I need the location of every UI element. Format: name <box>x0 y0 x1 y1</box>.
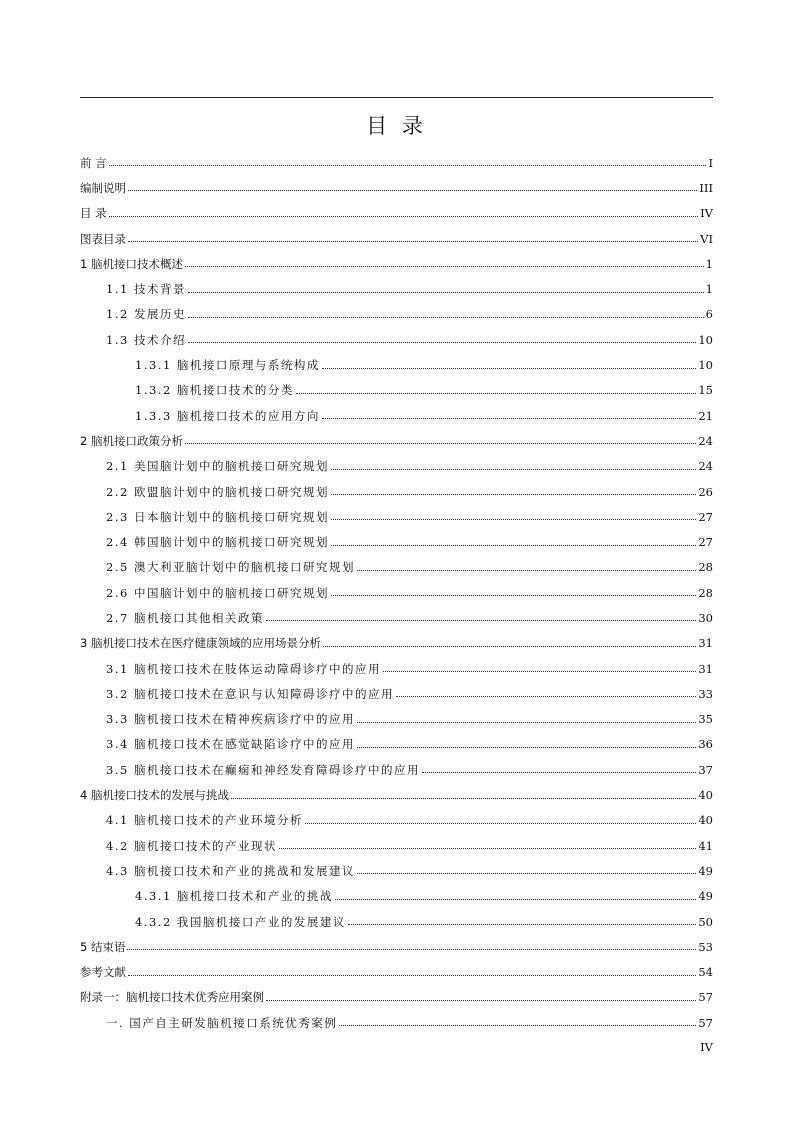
dot-leader <box>109 216 698 217</box>
toc-entry-page: 53 <box>698 939 713 954</box>
toc-entry[interactable] <box>80 1010 713 1035</box>
toc-entry[interactable] <box>80 732 713 757</box>
dot-leader <box>185 266 704 267</box>
toc-entry[interactable] <box>80 782 713 807</box>
toc-entry-page: 27 <box>698 509 713 524</box>
dot-leader <box>335 899 696 900</box>
dot-leader <box>331 519 696 520</box>
toc-entry-page: 21 <box>698 408 713 423</box>
dot-leader <box>322 418 696 419</box>
toc-entry-label: 2.7 脑机接口其他相关政策 <box>106 610 264 625</box>
toc-entry-page: 49 <box>698 863 713 878</box>
toc-entry[interactable] <box>80 327 713 352</box>
dot-leader <box>357 747 696 748</box>
toc-entry-label: 3.5 脑机接口技术在癫痫和神经发育障碍诊疗中的应用 <box>106 762 420 777</box>
toc-entry[interactable] <box>80 656 713 681</box>
toc-entry-page: 37 <box>698 762 713 777</box>
toc-entry-page: 31 <box>698 636 713 651</box>
toc-entry-page: 1 <box>705 282 713 297</box>
toc-entry-page: 35 <box>698 712 713 727</box>
toc-entry[interactable] <box>80 251 713 276</box>
toc-entry-page: III <box>699 180 713 195</box>
toc-entry-label: 图表目录 <box>80 231 126 246</box>
toc-entry[interactable] <box>80 403 713 428</box>
toc-entry[interactable] <box>80 707 713 732</box>
toc-entry-label: 4 脑机接口技术的发展与挑战 <box>80 788 229 803</box>
dot-leader <box>322 368 696 369</box>
dot-leader <box>188 317 704 318</box>
toc-entry-label: 3.4 脑机接口技术在感觉缺陷诊疗中的应用 <box>106 737 355 752</box>
toc-entry-label: 前 言 <box>80 155 107 170</box>
toc-entry-page: VI <box>700 231 713 246</box>
toc-entry-label: 3.3 脑机接口技术在精神疾病诊疗中的应用 <box>106 712 355 727</box>
dot-leader <box>231 798 696 799</box>
toc-entry[interactable] <box>80 960 713 985</box>
toc-entry-label: 编制说明 <box>80 180 126 195</box>
toc-entry-label: 2.3 日本脑计划中的脑机接口研究规划 <box>106 509 329 524</box>
toc-entry[interactable] <box>80 175 713 200</box>
toc-entry-label: 4.1 脑机接口技术的产业环境分析 <box>106 813 303 828</box>
toc-entry[interactable] <box>80 302 713 327</box>
toc-entry-label: 1.3 技术介绍 <box>106 332 186 347</box>
dot-leader <box>266 1000 696 1001</box>
toc-entry-label: 2 脑机接口政策分析 <box>80 433 183 448</box>
toc-entry-page: 57 <box>698 1015 713 1030</box>
dot-leader <box>331 595 696 596</box>
toc-entry[interactable] <box>80 378 713 403</box>
toc-entry-page: 31 <box>698 661 713 676</box>
toc-entry-page: 41 <box>698 838 713 853</box>
toc-entry-label: 2.6 中国脑计划中的脑机接口研究规划 <box>106 585 329 600</box>
dot-leader <box>296 393 696 394</box>
toc-entry-label: 1 脑机接口技术概述 <box>80 256 183 271</box>
dot-leader <box>331 469 696 470</box>
toc-entry-label: 一. 国产自主研发脑机接口系统优秀案例 <box>106 1015 338 1030</box>
toc-entry-label: 4.3 脑机接口技术和产业的挑战和发展建议 <box>106 863 355 878</box>
dot-leader <box>357 873 696 874</box>
toc-entry-page: I <box>708 155 713 170</box>
toc-entry-page: 57 <box>698 990 713 1005</box>
dot-leader <box>127 949 696 950</box>
toc-entry[interactable] <box>80 555 713 580</box>
dot-leader <box>305 823 696 824</box>
dot-leader <box>339 1025 696 1026</box>
toc-entry-label: 4.3.1 脑机接口技术和产业的挑战 <box>135 889 333 904</box>
toc-entry[interactable] <box>80 757 713 782</box>
toc-entry-page: 26 <box>698 484 713 499</box>
toc-entry-page: 1 <box>705 256 713 271</box>
toc-entry-page: 24 <box>698 459 713 474</box>
toc-entry-label: 参考文献 <box>80 965 126 980</box>
toc-entry[interactable] <box>80 479 713 504</box>
toc-entry-page: 27 <box>698 535 713 550</box>
page-title: 目 录 <box>366 114 427 138</box>
toc-entry[interactable] <box>80 681 713 706</box>
dot-leader <box>331 494 696 495</box>
toc-entry[interactable] <box>80 631 713 656</box>
toc-entry[interactable] <box>80 580 713 605</box>
toc-entry-page: IV <box>700 206 713 221</box>
toc-entry[interactable] <box>80 454 713 479</box>
dot-leader <box>357 570 696 571</box>
toc-entry-page: 10 <box>698 358 713 373</box>
dot-leader <box>422 772 696 773</box>
toc-entry-page: 28 <box>698 585 713 600</box>
toc-entry-page: 40 <box>698 788 713 803</box>
toc-entry-label: 附录一：脑机接口技术优秀应用案例 <box>80 990 264 1005</box>
toc-entry[interactable] <box>80 504 713 529</box>
toc-entry[interactable] <box>80 605 713 630</box>
toc-entry[interactable] <box>80 909 713 934</box>
toc-entry[interactable] <box>80 985 713 1010</box>
header-rule <box>80 97 713 98</box>
dot-leader <box>128 190 697 191</box>
toc-entry-page: 10 <box>698 332 713 347</box>
dot-leader <box>185 443 696 444</box>
toc-entry-page: 36 <box>698 737 713 752</box>
toc-entry-label: 1.3.2 脑机接口技术的分类 <box>135 383 294 398</box>
dot-leader <box>348 924 696 925</box>
toc-entry-label: 1.3.1 脑机接口原理与系统构成 <box>135 358 320 373</box>
dot-leader <box>188 342 696 343</box>
dot-leader <box>128 241 698 242</box>
toc-entry[interactable] <box>80 833 713 858</box>
toc-entry-page: 50 <box>698 914 713 929</box>
toc-entry-label: 1.2 发展历史 <box>106 307 186 322</box>
dot-leader <box>266 620 696 621</box>
toc-entry[interactable] <box>80 276 713 301</box>
toc-entry-page: 30 <box>698 610 713 625</box>
page-number: IV <box>700 1040 713 1054</box>
toc-entry-page: 49 <box>698 889 713 904</box>
toc-entry-page: 6 <box>705 307 713 322</box>
dot-leader <box>188 292 704 293</box>
dot-leader <box>383 671 696 672</box>
toc-entry[interactable] <box>80 808 713 833</box>
toc-entry-label: 3.1 脑机接口技术在肢体运动障碍诊疗中的应用 <box>106 661 381 676</box>
toc-entry-page: 24 <box>698 433 713 448</box>
toc-entry-page: 54 <box>698 965 713 980</box>
toc-entry-label: 3.2 脑机接口技术在意识与认知障碍诊疗中的应用 <box>106 686 394 701</box>
toc-entry[interactable] <box>80 858 713 883</box>
toc-entry-label: 1.3.3 脑机接口技术的应用方向 <box>135 408 320 423</box>
toc-entry[interactable] <box>80 150 713 175</box>
toc-entry-label: 1.1 技术背景 <box>106 282 186 297</box>
toc-entry-page: 15 <box>698 383 713 398</box>
toc-entry-label: 2.2 欧盟脑计划中的脑机接口研究规划 <box>106 484 329 499</box>
toc-entry-label: 2.4 韩国脑计划中的脑机接口研究规划 <box>106 535 329 550</box>
dot-leader <box>396 696 696 697</box>
toc-entry-page: 40 <box>698 813 713 828</box>
toc-entry-page: 28 <box>698 560 713 575</box>
table-of-contents <box>80 150 713 1035</box>
toc-entry[interactable] <box>80 529 713 554</box>
dot-leader <box>128 975 696 976</box>
toc-entry[interactable] <box>80 884 713 909</box>
toc-entry-label: 2.5 澳大利亚脑计划中的脑机接口研究规划 <box>106 560 355 575</box>
toc-entry[interactable] <box>80 201 713 226</box>
toc-entry[interactable] <box>80 428 713 453</box>
toc-entry-label: 4.3.2 我国脑机接口产业的发展建议 <box>135 914 346 929</box>
dot-leader <box>279 848 696 849</box>
dot-leader <box>109 165 707 166</box>
dot-leader <box>357 722 696 723</box>
toc-entry[interactable] <box>80 226 713 251</box>
toc-entry-label: 4.2 脑机接口技术的产业现状 <box>106 838 277 853</box>
toc-entry-page: 33 <box>698 686 713 701</box>
toc-entry[interactable] <box>80 352 713 377</box>
toc-entry-label: 2.1 美国脑计划中的脑机接口研究规划 <box>106 459 329 474</box>
toc-entry-label: 5 结束语 <box>80 939 126 954</box>
toc-entry-label: 目 录 <box>80 206 107 221</box>
toc-entry-label: 3 脑机接口技术在医疗健康领域的应用场景分析 <box>80 636 321 651</box>
toc-entry[interactable] <box>80 934 713 959</box>
dot-leader <box>331 545 696 546</box>
dot-leader <box>323 646 696 647</box>
